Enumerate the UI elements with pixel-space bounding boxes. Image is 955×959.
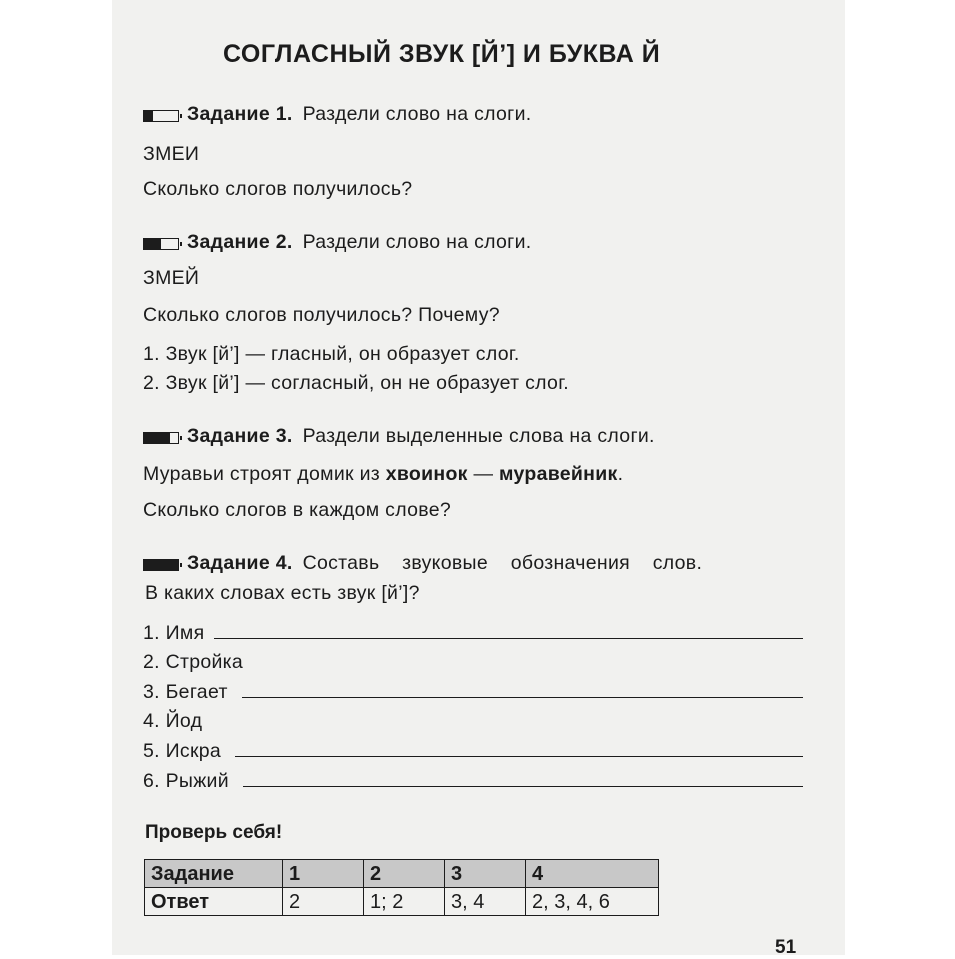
task-4-instruction: Составь звуковые обозначения слов. [302, 552, 703, 574]
task-2-heading [143, 231, 531, 254]
table-row-label: Ответ [145, 888, 283, 916]
difficulty-battery-icon [143, 432, 179, 444]
answers-table [144, 859, 659, 916]
table-header-row [145, 860, 659, 888]
word-item: 4. Йод [143, 710, 203, 732]
task-2-word: ЗМЕЙ [143, 267, 200, 289]
page-number: 51 [775, 937, 797, 958]
answer-row-3 [143, 681, 803, 704]
word-item: 5. Искра [143, 740, 222, 762]
table-header-cell: 3 [445, 860, 526, 888]
task-3-sentence [143, 463, 623, 486]
task-4-heading [143, 552, 803, 575]
check-yourself-title: Проверь себя! [145, 822, 283, 843]
answer-row-1 [143, 622, 803, 645]
answer-row-5 [143, 740, 803, 763]
table-header-cell: 4 [526, 860, 659, 888]
task-1-instruction: Раздели слово на слоги. [302, 103, 532, 125]
task-3-question: Сколько слогов в каждом слове? [143, 499, 451, 521]
answer-row-2 [143, 651, 803, 674]
table-row [145, 888, 659, 916]
task-2-question: Сколько слогов получилось? Почему? [143, 304, 500, 326]
answer-row-6 [143, 770, 803, 793]
page-title: СОГЛАСНЫЙ ЗВУК [Й’] И БУКВА Й [223, 40, 661, 68]
task-3-label: Задание 3. [187, 425, 293, 447]
task-3-heading [143, 425, 655, 448]
table-header-cell: 2 [364, 860, 445, 888]
answer-line[interactable] [242, 696, 803, 698]
sentence-start: Муравьи строят домик из [143, 463, 386, 485]
difficulty-battery-icon [143, 559, 179, 571]
highlighted-word-2: муравейник [499, 463, 618, 485]
word-item: 3. Бегает [143, 681, 228, 703]
answer-cell: 2, 3, 4, 6 [526, 888, 659, 916]
task-4-label: Задание 4. [187, 552, 293, 574]
task-1-word: ЗМЕИ [143, 143, 200, 165]
answer-cell: 2 [283, 888, 364, 916]
answer-line[interactable] [214, 637, 803, 639]
highlighted-word-1: хвоинок [385, 463, 468, 485]
task-2-label: Задание 2. [187, 231, 293, 253]
task-1-heading [143, 103, 531, 126]
word-item: 6. Рыжий [143, 770, 229, 792]
period: . [617, 463, 624, 485]
task-4-question: В каких словах есть звук [й’]? [145, 582, 420, 604]
answer-row-4 [143, 710, 803, 733]
word-item: 1. Имя [143, 622, 205, 644]
task-1-label: Задание 1. [187, 103, 293, 125]
answer-line[interactable] [243, 785, 803, 787]
answer-cell: 3, 4 [445, 888, 526, 916]
difficulty-battery-icon [143, 238, 179, 250]
dash: — [467, 463, 499, 485]
task-2-option-2: 2. Звук [й’] — согласный, он не образует слог. [143, 372, 569, 394]
word-item: 2. Стройка [143, 651, 244, 673]
table-header-cell: 1 [283, 860, 364, 888]
answer-line[interactable] [235, 755, 803, 757]
task-2-instruction: Раздели слово на слоги. [302, 231, 532, 253]
table-header-cell: Задание [145, 860, 283, 888]
answer-cell: 1; 2 [364, 888, 445, 916]
task-2-option-1: 1. Звук [й’] — гласный, он образует слог. [143, 343, 520, 365]
difficulty-battery-icon [143, 110, 179, 122]
task-1-question: Сколько слогов получилось? [143, 178, 413, 200]
task-3-instruction: Раздели выделенные слова на слоги. [302, 425, 655, 447]
